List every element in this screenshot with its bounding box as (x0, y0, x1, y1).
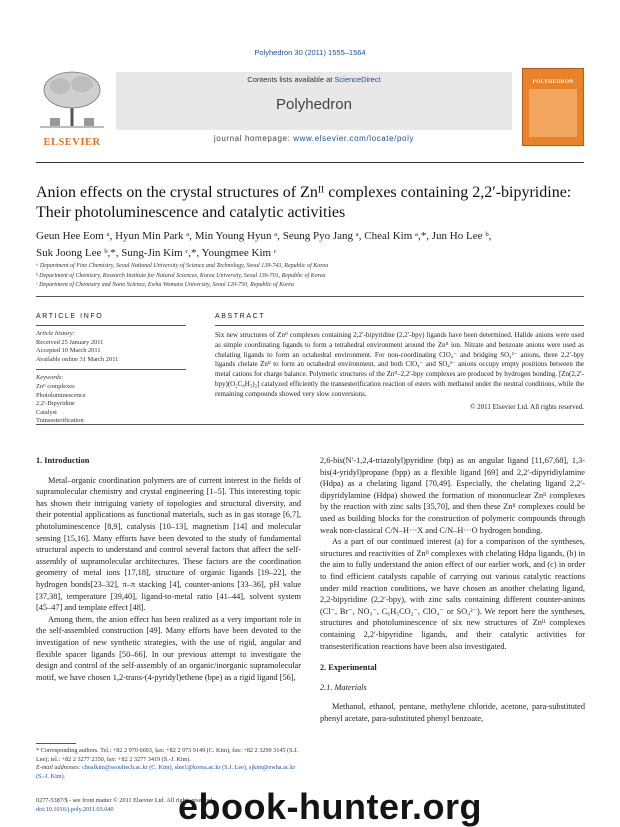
right-column (320, 455, 585, 724)
footnote: * Corresponding authors. Tel.: +82 2 970 6693, fax: +82 2 973 9149 (C. Kim), fax: +82 2 3290 3145 (S.J. Lee); tel.: +82 2 3277 2350, fax: +82 2 3277 3419 (S.-J. Kim). E-mail addresses: chealkim@seoultech.ac.kr (C. Kim), slee1@korea.ac.kr (S.J. Lee), sjkim@ewha.ac.kr (S.-J. Kim). (36, 747, 301, 781)
accepted-date: Accepted 10 March 2011 (36, 347, 101, 355)
header-rule (36, 162, 584, 163)
author-list: Geun Hee Eom ᵃ, Hyun Min Park ᵃ, Min Young Hyun ᵃ, Seung Pyo Jang ᵃ, Cheal Kim ᵃ,*, Jun Ho Lee ᵇ, Suk Joong Lee ᵇ,*, Sung-Jin Kim ᶜ,*, Youngmee Kim ᶜ (36, 230, 492, 259)
affiliation-a: ᵃ Department of Fine Chemistry, Seoul National University of Science and Technology, Seoul 139-743, Republic of Korea (36, 263, 329, 269)
issn-line: 0277-5387/$ - see front matter © 2011 Elsevier Ltd. All rights reserved. (36, 797, 214, 804)
received-date: Received 25 January 2011 (36, 338, 104, 346)
article-title: Anion effects on the crystal structures of Znᴵᴵ complexes containing 2,2′-bipyridine: Their photoluminescence and catalytic activities (36, 184, 572, 221)
abstract-text: Six new structures of Znᴵᴵ complexes containing 2,2′-bipyridine (2,2′-bpy) ligands have been determined. Halide anions were used as simple coordinating ligands to form a tetrahedral environment around the Znᴵᴵ ion. Nitrate and benzoate anions were used as chelating ligands to form an octahedral environment. For non-coordinating ClO₄⁻ and bridging SO₄²⁻ anions, three 2,2′-bpy ligands chelate Znᴵᴵ to form an octahedral environment, and both ClO₄⁻ and SO₄²⁻ anions occupy empty positions between the metal cations for charge balance. Polymeric structures of the Znᴵᴵ–2,2′-bpy complexes are produced by hydrogen bonding. [Zn(2,2′-bpy)(O₂C₆H₅)₂] catalyzed efficiently the transesterification reaction of esters with methanol under the neutral conditions, while the remaining compounds showed very slow conversions. (215, 331, 584, 398)
publisher-name: ELSEVIER (43, 137, 101, 148)
keyword: Catalyst (36, 408, 57, 416)
info-heading-rule (36, 325, 186, 326)
introduction-heading: 1. Introduction (36, 456, 90, 465)
paragraph: Among them, the anion effect has been realized as a very important role in the self-assembled construction [49]. Many efforts have been devoted to the investigation of new synthetic strategies, with the use of rigid, angular and flexible spacer ligands [50–66]. In our previous attempt to investigate the design and control of the self-assembly of an organic/inorganic supramolecular motif, we have chosen 1,2-trans-(4-pyridyl)ethene (bpe) as a rigid ligand [56], (36, 614, 301, 682)
affiliations (36, 262, 584, 291)
journal-banner (116, 72, 512, 130)
info-separator (36, 369, 186, 370)
keyword: Transesterification (36, 417, 84, 425)
abstract-heading-rule (215, 325, 584, 326)
abstract-heading: ABSTRACT (215, 313, 266, 320)
watermark: ebook-hunter.org (178, 786, 482, 827)
sciencedirect-link[interactable]: ScienceDirect (334, 75, 381, 84)
info-rule (36, 296, 584, 297)
corresponding-authors: * Corresponding authors. Tel.: +82 2 970 6693, fax: +82 2 973 9149 (C. Kim), fax: +82 2 3290 3145 (S.J. Lee); tel.: +82 2 3277 2350, fax: +82 2 3277 3419 (S.-J. Kim). (36, 747, 299, 763)
affiliation-c: ᶜ Department of Chemistry and Nano Science, Ewha Womans University, Seoul 120-750, Republic of Korea (36, 282, 294, 288)
online-date: Available online 31 March 2011 (36, 355, 119, 363)
experimental-heading: 2. Experimental (320, 663, 377, 673)
copyright-notice: © 2011 Elsevier Ltd. All rights reserved. (470, 403, 584, 411)
contents-line: Contents lists available at ScienceDirect (247, 75, 381, 84)
article-info: Article history: Received 25 January 2011 Accepted 10 March 2011 Available online 31 March 2011 Keywords: Znᴵᴵ complexes Photoluminescence 2,2′-Bipyridine Catalyst Transesterification (36, 330, 186, 426)
footnote-rule (36, 743, 76, 744)
paragraph: Methanol, ethanol, pentane, methylene chloride, acetone, para-substituted phenyl acetate, para-substituted phenyl benzoate, (320, 702, 585, 723)
left-column (36, 455, 301, 683)
journal-cover (522, 68, 584, 146)
paragraph: 2,6-bis(N′-1,2,4-triazolyl)pyridine (btp) as an angular ligand [11,67,68], 1,3-bis(4-yridyl)propane (bpp) as a flexible ligand [69] and 2,2′-dipyridiylamine (Hdpa) as a chelating ligand [70,49]. Especially, the chelating ligand 2,2′-dipyridylamine (Hdpa) showed the formation of mononuclear Znᴵᴵ complexes by the reaction with zinc salts [35,70], and then these Znᴵᴵ complexes could be used as building blocks for the construction of polymeric compounds through weak non-classical C/N–H···X and C/N–H···O hydrogen bonding. (320, 456, 585, 535)
cover-artwork (529, 89, 577, 137)
article-info-heading: ARTICLE INFO (36, 313, 104, 320)
keyword: Znᴵᴵ complexes (36, 382, 75, 390)
affiliation-b: ᵇ Department of Chemistry, Research Institute for Natural Sciences, Korea University, Seoul 136-701, Republic of Korea (36, 272, 326, 279)
paragraph: As a part of our continued interest (a) for a comparison of the syntheses, structures and reactivities of Znᴵᴵ complexes with chelating Hdpa ligands, (b) in the aim to fully understand the anion effect of our earlier work, and (c) in order to find efficient catalysts capable of carrying out various catalytic reactions under mild reaction conditions, we have chosen an another chelating ligand, 2,2-bipyridine (2,2′-bpy), with zinc salts containing different counter-anions (Cl⁻, Br⁻, NO₃⁻, C₆H₅CO₂⁻, ClO₄⁻ or SO₄²⁻). We report here the syntheses, structures and photoluminescence of six new structures of Znᴵᴵ complexes containing 2,2′-bipyridine ligands, and their catalytic activities for transesterification reactions have been also investigated. (320, 537, 585, 651)
homepage-link[interactable]: www.elsevier.com/locate/poly (293, 134, 415, 143)
journal-header (36, 62, 584, 152)
keyword: 2,2′-Bipyridine (36, 400, 75, 408)
abstract-bottom-rule (36, 424, 584, 425)
cover-title: POLYHEDRON (532, 79, 574, 85)
journal-reference: Polyhedron 30 (2011) 1555–1564 (254, 48, 366, 57)
paragraph: Metal–organic coordination polymers are of current interest in the fields of supramolecular chemistry and crystal engineering [1–5]. This interesting topic has shown their intriguing variety of topologies and structural diversity, and their potential applications as functional materials, such as in gas storage [6,7], photoluminescence [8,9], catalysis [10–13], magnetism [14] and molecular sensing [15,16]. Many efforts have been devoted to the study of fundamental structural aspects to understand and control several factors that affect the self-assembly of supramolecular architectures. These factors are the coordination geometry of metal ions [17,18], structure of organic ligands [19–22], the hydrogen bonds[23–32], π–π stacking [4], counter-anions [33–36], pH value [37,38], temperature [39,40], ligand-to-metal ratio [41–44], solvent system [45–47] and template effect [48]. (36, 475, 301, 613)
journal-title: Polyhedron (276, 96, 352, 113)
elsevier-logo (36, 68, 108, 148)
email-links[interactable]: chealkim@seoultech.ac.kr (C. Kim), slee1@korea.ac.kr (S.J. Lee), sjkim@ewha.ac.kr (S.-J. Kim). (36, 764, 296, 780)
doi-link[interactable]: doi:10.1016/j.poly.2011.03.040 (36, 805, 114, 813)
keyword: Photoluminescence (36, 391, 86, 399)
materials-heading: 2.1. Materials (320, 682, 367, 692)
journal-homepage: journal homepage: www.elsevier.com/locate/poly (213, 134, 415, 143)
